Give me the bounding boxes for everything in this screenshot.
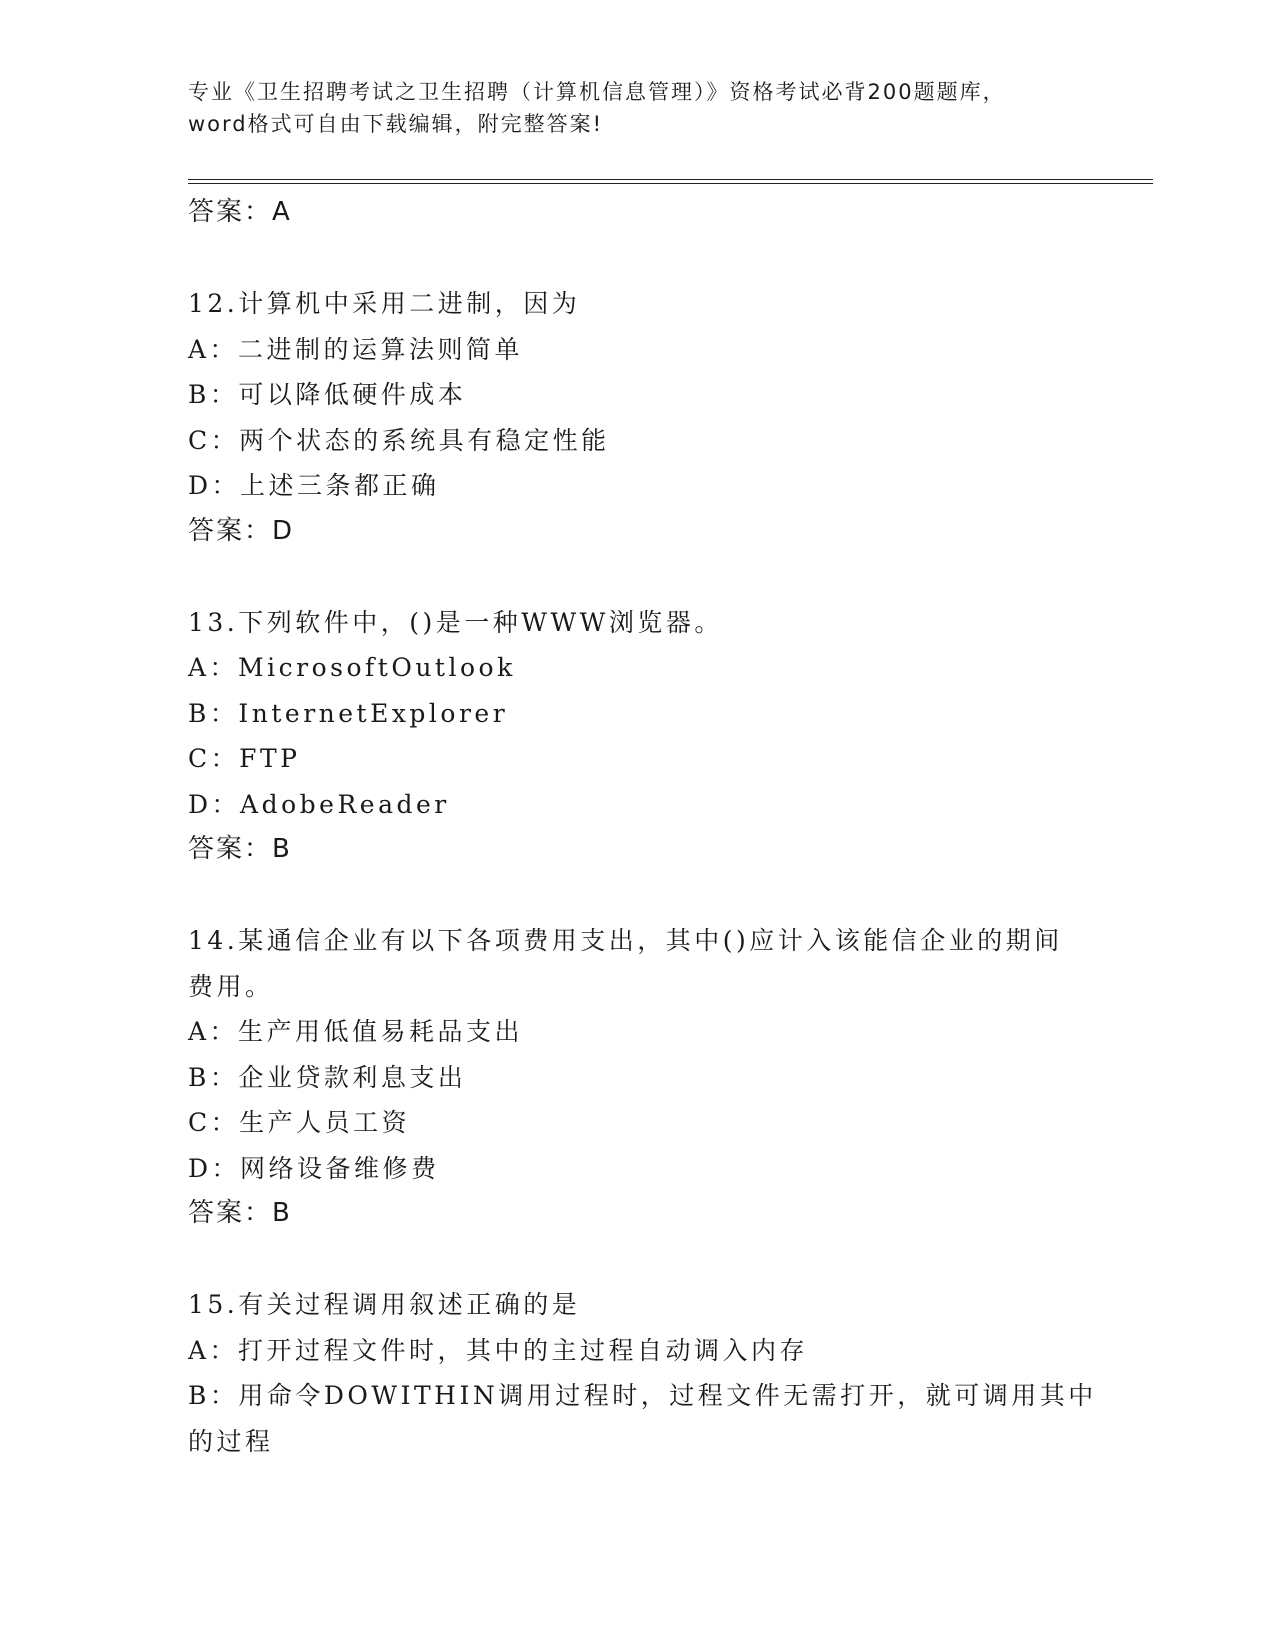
option-c: C：两个状态的系统具有稳定性能 — [188, 425, 610, 455]
question-stem: 13.下列软件中，()是一种WWW浏览器。 — [188, 607, 723, 637]
header-line-1: 专业《卫生招聘考试之卫生招聘（计算机信息管理）》资格考试必背200题题库， — [188, 80, 1006, 104]
option-b: B：InternetExplorer — [188, 698, 509, 728]
question-block — [188, 600, 1088, 873]
answer-line: 答案：A — [188, 197, 292, 227]
header-divider-bottom — [188, 183, 1153, 184]
option-b: B：可以降低硬件成本 — [188, 380, 467, 409]
header-line-2: word格式可自由下载编辑，附完整答案! — [188, 112, 604, 136]
option-a: A：MicrosoftOutlook — [188, 653, 516, 682]
answer-line: 答案：B — [188, 834, 292, 864]
spacer — [188, 873, 1088, 919]
option-d: D：上述三条都正确 — [188, 471, 440, 500]
option-d: D：AdobeReader — [188, 789, 450, 819]
question-block — [188, 1282, 1097, 1464]
spacer — [188, 554, 1088, 600]
option-a: A：生产用低值易耗品支出 — [188, 1017, 524, 1046]
question-stem-continued: 费用。 — [188, 971, 274, 1001]
answer-line: 答案：D — [188, 515, 295, 546]
answer-line: 答案：B — [188, 1198, 292, 1228]
option-b-continued: 的过程 — [188, 1426, 274, 1456]
question-block — [188, 281, 1088, 554]
spacer — [188, 1237, 1088, 1283]
question-block — [188, 918, 1088, 1237]
question-stem: 12.计算机中采用二进制，因为 — [188, 289, 581, 318]
option-b: B：用命令DOWITHIN调用过程时，过程文件无需打开，就可调用其中 — [188, 1381, 1097, 1410]
option-b: B：企业贷款利息支出 — [188, 1062, 467, 1092]
option-d: D：网络设备维修费 — [188, 1153, 440, 1183]
header-divider-top — [188, 179, 1153, 180]
option-c: C：生产人员工资 — [188, 1108, 411, 1137]
question-stem: 14.某通信企业有以下各项费用支出，其中()应计入该能信企业的期间 — [188, 926, 1063, 955]
question-list — [188, 190, 1097, 1464]
option-a: A：二进制的运算法则简单 — [188, 334, 524, 364]
question-stem: 15.有关过程调用叙述正确的是 — [188, 1290, 581, 1319]
option-a: A：打开过程文件时，其中的主过程自动调入内存 — [188, 1335, 809, 1365]
spacer — [188, 236, 1088, 282]
option-c: C：FTP — [188, 744, 301, 773]
document-header — [188, 76, 1088, 140]
